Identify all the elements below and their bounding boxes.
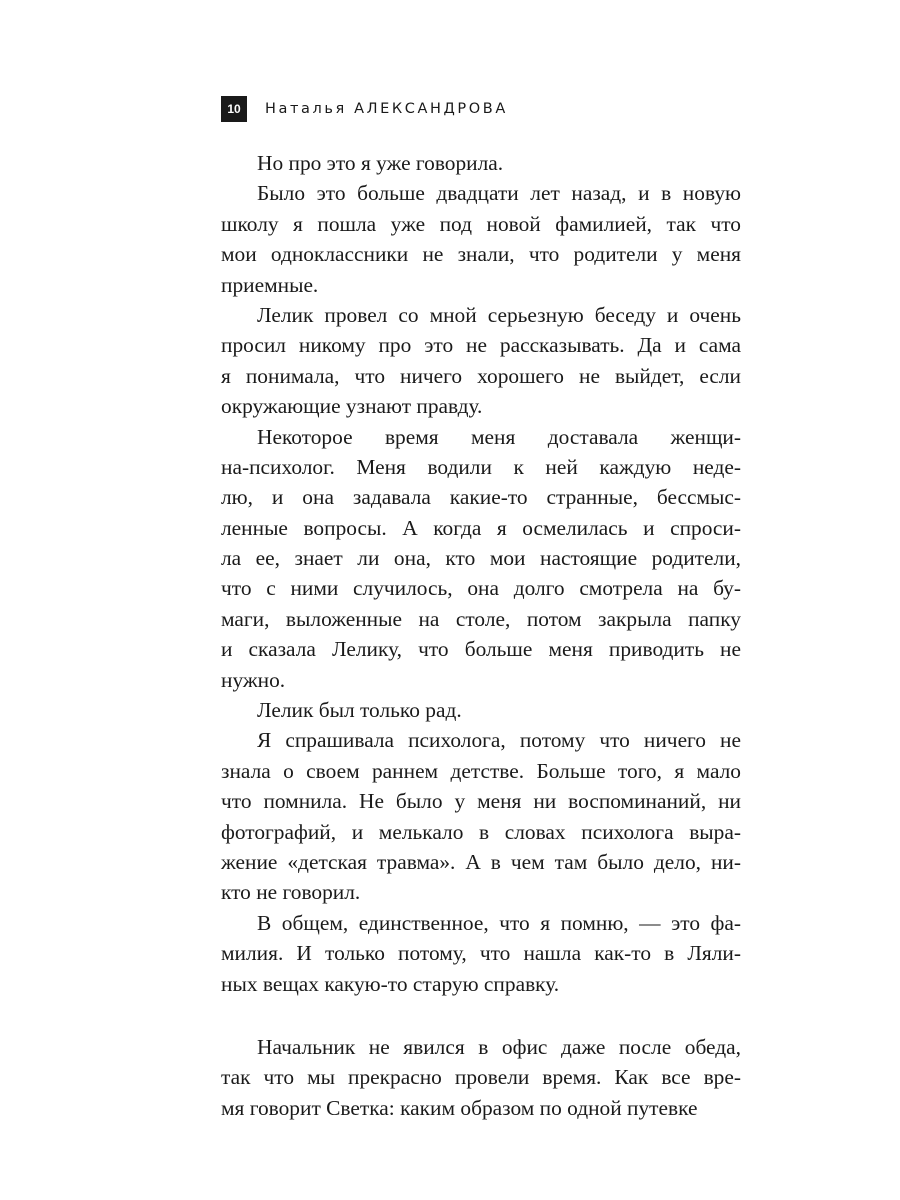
text-line: Лелик провел со мной серьезную беседу и очень — [257, 302, 741, 327]
text-line: ных вещах какую-то старую справку. — [221, 971, 560, 996]
page-number: 10 — [221, 96, 247, 122]
paragraph — [221, 908, 741, 999]
paragraph — [221, 300, 741, 422]
text-line: что помнила. Не было у меня ни воспоминаний, ни — [221, 789, 741, 814]
text-line: кто не говорил. — [221, 880, 361, 905]
author-first-name: Наталья — [265, 101, 347, 117]
text-line: и сказала Лелику, что больше меня приводить не — [221, 637, 741, 662]
text-line: мои одноклассники не знали, что родители у меня — [221, 242, 741, 267]
text-line: на-психолог. Меня водили к ней каждую неде- — [221, 454, 741, 479]
author-name — [265, 101, 508, 117]
text-line: Некоторое время меня доставала женщи- — [257, 424, 741, 449]
text-line: ла ее, знает ли она, кто мои настоящие родители, — [221, 546, 741, 571]
text-line: просил никому про это не рассказывать. Да и сама — [221, 333, 741, 358]
text-line: знала о своем раннем детстве. Больше того, я мало — [221, 758, 741, 783]
text-line: так что мы прекрасно провели время. Как все вре- — [221, 1065, 741, 1090]
text-line: милия. И только потому, что нашла как-то в Ляли- — [221, 941, 741, 966]
text-line: я понимала, что ничего хорошего не выйдет, если — [221, 363, 741, 388]
text-line: лю, и она задавала какие-то странные, бессмыс- — [221, 485, 741, 510]
paragraph — [221, 148, 741, 178]
text-line: ленные вопросы. А когда я осмелилась и спроси- — [221, 515, 741, 540]
text-line: Я спрашивала психолога, потому что ничего не — [257, 728, 741, 753]
text-line: жение «детская травма». А в чем там было дело, ни- — [221, 849, 741, 874]
body-text — [221, 148, 741, 1123]
paragraph — [221, 1032, 741, 1123]
running-header — [221, 96, 508, 122]
paragraph — [221, 178, 741, 300]
section-break — [221, 999, 741, 1032]
text-line: Начальник не явился в офис даже после обеда, — [257, 1034, 741, 1059]
text-line: приемные. — [221, 272, 319, 297]
text-line: В общем, единственное, что я помню, — это фа- — [257, 910, 741, 935]
text-line: Было это больше двадцати лет назад, и в новую — [257, 181, 741, 206]
text-line: мя говорит Светка: каким образом по одной путевке — [221, 1095, 698, 1120]
paragraph — [221, 422, 741, 696]
text-line: школу я пошла уже под новой фамилией, так что — [221, 211, 741, 236]
paragraph — [221, 725, 741, 907]
text-line: фотографий, и мелькало в словах психолога выра- — [221, 819, 741, 844]
text-line: что с ними случилось, она долго смотрела на бу- — [221, 576, 741, 601]
text-line: маги, выложенные на столе, потом закрыла папку — [221, 606, 741, 631]
text-line: окружающие узнают правду. — [221, 394, 483, 419]
text-line: Лелик был только рад. — [257, 698, 462, 723]
paragraph — [221, 695, 741, 725]
author-last-name: АЛЕКСАНДРОВА — [354, 101, 508, 117]
text-line: нужно. — [221, 667, 286, 692]
text-line: Но про это я уже говорила. — [257, 151, 504, 175]
